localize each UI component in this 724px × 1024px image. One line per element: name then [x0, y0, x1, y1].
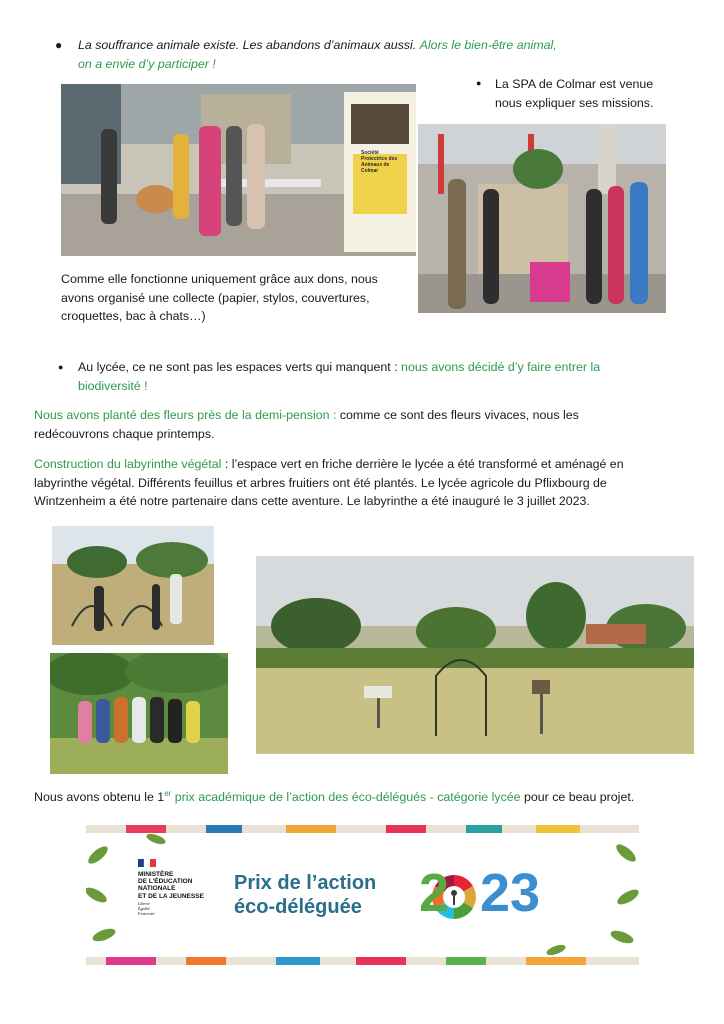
flowers-paragraph: [34, 406, 694, 443]
collect-line2: avons organisé une collecte (papier, stylos, couvertures,: [61, 290, 370, 305]
prize-before: Nous avons obtenu le 1: [34, 790, 165, 804]
banner-year-2: 2: [419, 863, 450, 923]
spa-collect-paragraph: [61, 270, 409, 326]
prize-after: pour ce beau projet.: [524, 790, 635, 804]
prize-sentence: [34, 788, 714, 807]
spa-stand-photo: [61, 84, 416, 256]
maze-planting-photo: [52, 526, 214, 645]
bio-green-line2: biodiversité !: [78, 378, 148, 393]
students-group-photo: [50, 653, 228, 774]
spa-volunteers-photo: [418, 124, 666, 313]
prize-banner: [86, 825, 639, 965]
section1-bullet-text: [78, 36, 638, 73]
motto-2: Égalité: [138, 905, 150, 911]
bio-plain: Au lycée, ce ne sont pas les espaces verts qui manquent :: [78, 360, 398, 374]
ministry-line3: NATIONALE: [138, 885, 176, 893]
prize-sup: er: [164, 788, 172, 798]
bullet-dot: ●: [476, 78, 482, 88]
prize-green: prix académique de l’action des éco-délégués - catégorie lycée: [174, 790, 521, 804]
ministry-line2: DE L’ÉDUCATION: [138, 878, 193, 886]
banner-title: [234, 871, 424, 919]
spa-bullet-text: [495, 75, 695, 112]
spa-line2: nous expliquer ses missions.: [495, 95, 654, 110]
banner-title-line2: éco-déléguée: [234, 896, 362, 918]
green-text-line2: on a envie d’y participer !: [78, 56, 216, 71]
ministry-line4: ET DE LA JEUNESSE: [138, 892, 204, 900]
flowers-green: Nous avons planté des fleurs près de la demi-pension :: [34, 408, 337, 422]
italic-text: La souffrance animale existe. Les abandons d’animaux aussi.: [78, 38, 417, 52]
motto-1: Liberté: [138, 900, 150, 906]
ministry-line1: MINISTÈRE: [138, 871, 174, 878]
spa-banner-text: Société Protectrice des Animaux de Colmar: [361, 150, 398, 174]
collect-line1: Comme elle fonctionne uniquement grâce aux dons, nous: [61, 272, 378, 286]
maze-line3: Wintzenheim a été notre partenaire dans cette aventure. Le labyrinthe a été inauguré le 3 juillet 2023.: [34, 494, 590, 508]
motto-3: Fraternité: [138, 910, 155, 916]
spa-line1: La SPA de Colmar est venue: [495, 77, 654, 91]
maze-landscape-photo: [256, 556, 694, 754]
maze-line2: labyrinthe végétal. Différents feuillus et arbres fruitiers ont été plantés. Le lycée agricole du Pflixbourg de: [34, 475, 607, 490]
bullet-dot: ●: [58, 362, 64, 372]
collect-line3: croquettes, bac à chats…): [61, 309, 206, 323]
maze-paragraph: [34, 455, 704, 511]
banner-title-line1: Prix de l’action: [234, 872, 377, 894]
section2-bullet-text: [78, 358, 678, 395]
bullet-dot: ●: [55, 38, 63, 52]
flowers-line2: redécouvrons chaque printemps.: [34, 426, 215, 441]
bio-green: nous avons décidé d’y faire entrer la: [401, 360, 601, 374]
banner-year-23: 23: [480, 863, 541, 923]
ministry-logo-text: [138, 871, 228, 916]
flowers-plain: comme ce sont des fleurs vivaces, nous les: [339, 408, 579, 422]
green-text: Alors le bien-être animal,: [419, 38, 557, 52]
maze-plain: : l’espace vert en friche derrière le lycée a été transformé et aménagé en: [224, 457, 624, 471]
maze-green: Construction du labyrinthe végétal: [34, 457, 222, 471]
